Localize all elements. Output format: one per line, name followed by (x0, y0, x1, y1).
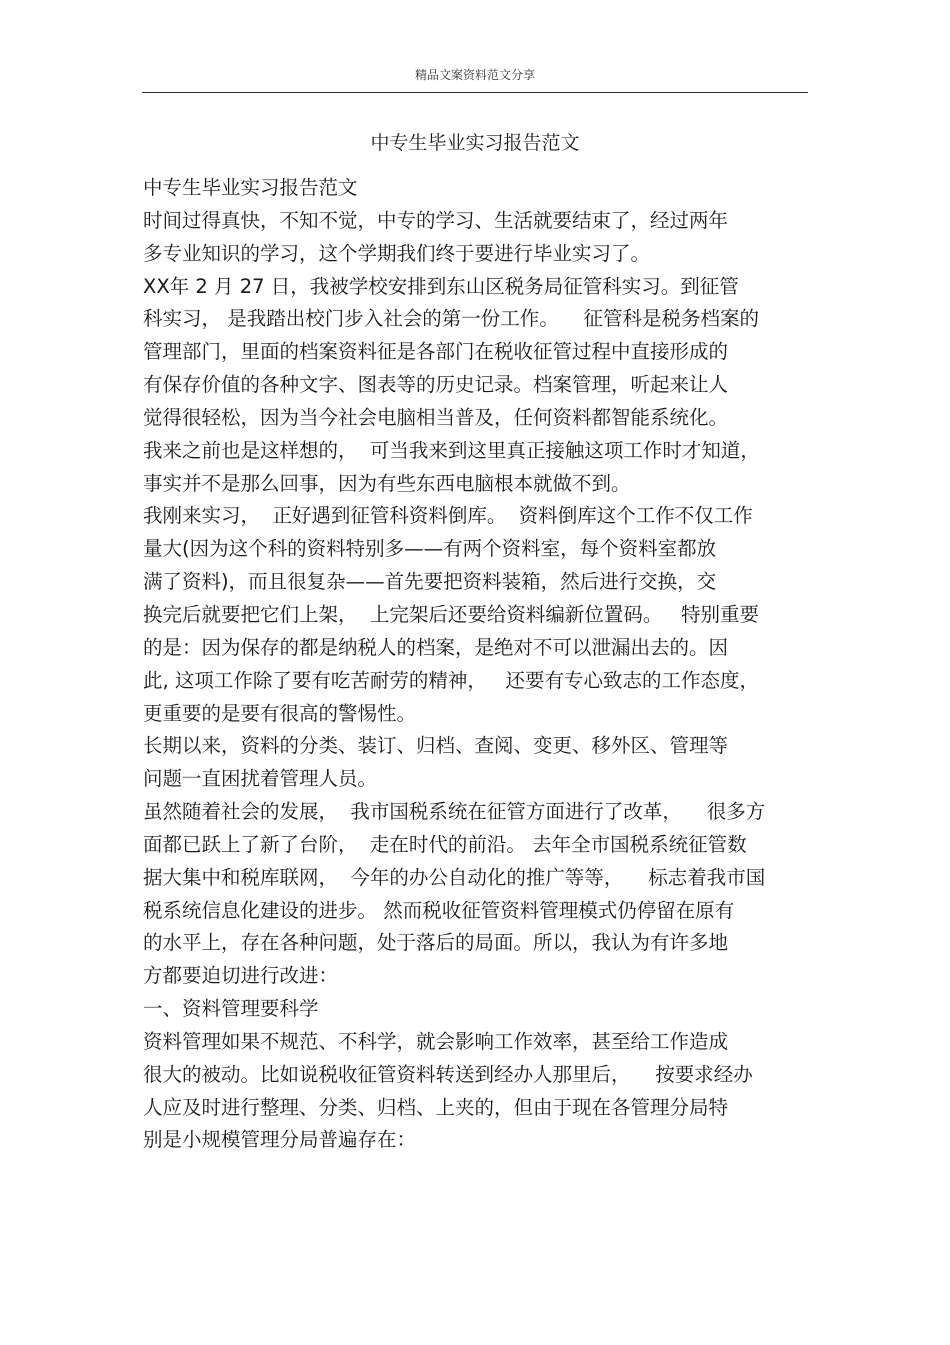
text-line: 虽然随着社会的发展， 我市国税系统在征管方面进行了改革， 很多方 (143, 800, 766, 824)
text-line: 觉得很轻松，因为当今社会电脑相当普及，任何资料都智能系统化。 (143, 405, 729, 429)
text-line: 更重要的是要有很高的警惕性。 (143, 701, 417, 725)
page-header: 精品文案资料范文分享 (414, 68, 535, 82)
header-divider (142, 92, 808, 93)
document-title: 中专生毕业实习报告范文 (370, 132, 580, 154)
text-line: 别是小规模管理分局普遍存在： (143, 1128, 417, 1152)
text-line: 的水平上，存在各种问题，处于落后的局面。所以，我认为有许多地 (143, 931, 729, 955)
text-line: 换完后就要把它们上架， 上完架后还要给资料编新位置码。 特别重要 (143, 602, 759, 626)
text-line: 很大的被动。比如说税收征管资料转送到经办人那里后， 按要求经办 (143, 1062, 753, 1086)
text-line: XX年 2 月 27 日，我被学校安排到东山区税务局征管科实习。到征管 (143, 274, 739, 298)
text-line: 科实习， 是我踏出校门步入社会的第一份工作。 征管科是税务档案的 (143, 307, 759, 331)
text-line: 人应及时进行整理、分类、归档、上夹的，但由于现在各管理分局特 (143, 1095, 729, 1119)
text-line: 量大(因为这个科的资料特别多——有两个资料室，每个资料室都放 (143, 537, 717, 561)
text-line: 多专业知识的学习，这个学期我们终于要进行毕业实习了。 (143, 241, 651, 265)
text-line: 我来之前也是这样想的， 可当我来到这里真正接触这项工作时才知道， (143, 438, 760, 462)
text-line: 有保存价值的各种文字、图表等的历史记录。档案管理，听起来让人 (143, 373, 729, 397)
text-line: 中专生毕业实习报告范文 (143, 176, 358, 199)
text-line: 问题一直困扰着管理人员。 (143, 767, 378, 791)
section-heading: 一、资料管理要科学 (143, 997, 319, 1021)
text-line: 资料管理如果不规范、不科学，就会影响工作效率，甚至给工作造成 (143, 1029, 729, 1053)
text-line: 长期以来，资料的分类、装订、归档、查阅、变更、移外区、管理等 (143, 734, 729, 758)
text-line: 时间过得真快，不知不觉，中专的学习、生活就要结束了，经过两年 (143, 208, 729, 232)
text-line: 管理部门，里面的档案资料征是各部门在税收征管过程中直接形成的 (143, 340, 729, 364)
text-line: 面都已跃上了新了台阶， 走在时代的前沿。 去年全市国税系统征管数 (143, 832, 747, 856)
document-body (143, 172, 808, 1157)
text-line: 事实并不是那么回事，因为有些东西电脑根本就做不到。 (143, 471, 631, 495)
text-line: 此, 这项工作除了要有吃苦耐劳的精神， 还要有专心致志的工作态度， (143, 668, 759, 692)
text-line: 税系统信息化建设的进步。 然而税收征管资料管理模式仍停留在原有 (143, 898, 735, 922)
text-line: 据大集中和税库联网， 今年的办公自动化的推广等等， 标志着我市国 (143, 865, 766, 889)
text-line: 满了资料)，而且很复杂——首先要把资料装箱，然后进行交换，交 (143, 570, 717, 594)
text-line: 的是：因为保存的都是纳税人的档案，是绝对不可以泄漏出去的。因 (143, 635, 729, 659)
text-line: 我刚来实习， 正好遇到征管科资料倒库。 资料倒库这个工作不仅工作 (143, 504, 753, 528)
text-line: 方都要迫切进行改进： (143, 964, 339, 988)
